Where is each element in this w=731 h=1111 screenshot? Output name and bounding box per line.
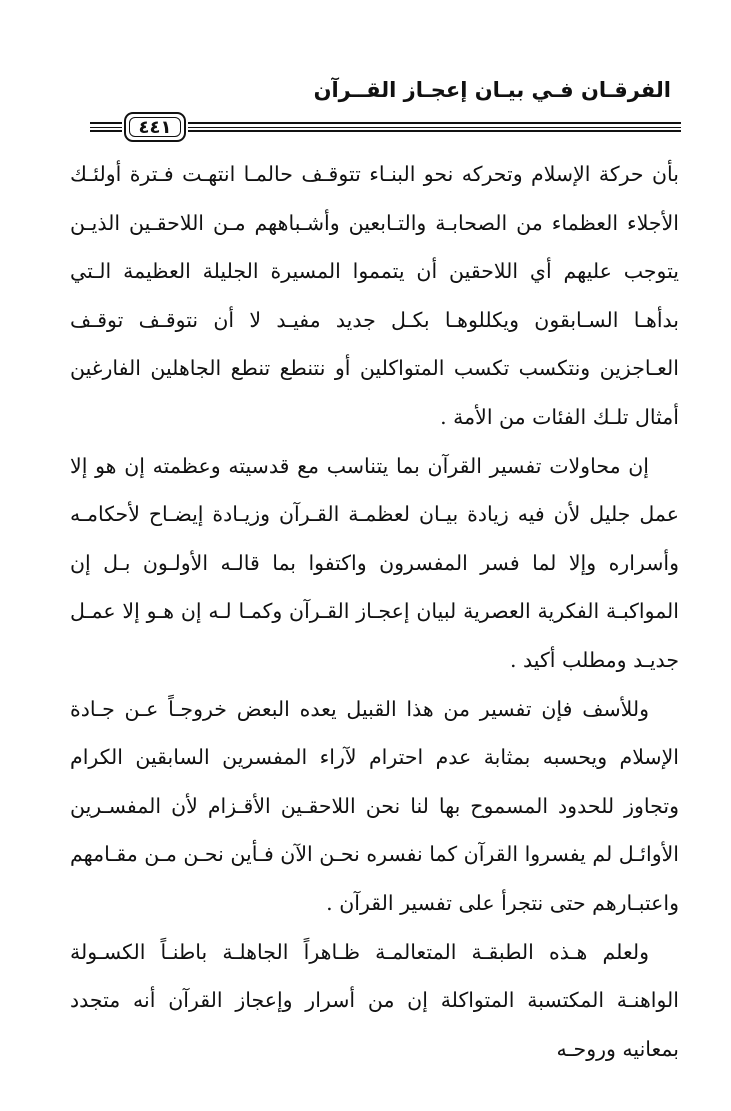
- header-rule: [188, 130, 681, 132]
- running-title: الفرقـان فـي بيـان إعجـاز القــرآن: [313, 78, 671, 102]
- header-rule: [188, 127, 681, 128]
- paragraph: إن محاولات تفسير القرآن بما يتناسب مع قدسيته وعظمته إن هو إلا عمل جليل لأن فيه زيادة بيـان لعظمـة القـرآن وزيـادة إيضـاح لأحكامـه وأسراره وإلا لما فسر المفسرون واكتفوا بما قالـه الأولـون بـل إن المواكبـة الفكرية العصرية لبيان إعجـاز القـرآن وكمـا لـه إن هـو إلا عمـل جديـد ومطلب أكيد .: [70, 453, 679, 672]
- paragraph: ولعلم هـذه الطبقـة المتعالمـة ظـاهراً الجاهلـة باطنـاً الكسـولة الواهنـة المكتسبة المتواكلة إن من أسرار وإعجاز القرآن أنه متجدد بمعانيه وروحـه: [70, 939, 679, 1061]
- header-rule: [90, 130, 122, 132]
- paragraph: بأن حركة الإسلام وتحركه نحو البنـاء تتوقـف حالمـا انتهـت فـترة أولئـك الأجلاء العظماء من الصحابـة والتـابعين وأشـباههم مـن اللاحقـين الذيـن يتوجب عليهم أي اللاحقين أن يتمموا المسيرة الجليلة العظيمة الـتي بدأهـا السـابقون ويكللوهـا بكـل جديد مفيـد لا أن نتوقـف توقـف العـاجزين ونتكسب تكسب المتواكلين أو نتنطع تنطع الجاهلين الفارغين أمثال تلـك الفئات من الأمة .: [70, 162, 679, 429]
- header-rule: [90, 122, 122, 124]
- header-rule: [90, 127, 122, 128]
- page-number-frame: [124, 112, 186, 142]
- body-text: [70, 150, 679, 1073]
- paragraph: وللأسف فإن تفسير من هذا القبيل يعده البعض خروجـاً عـن جـادة الإسلام ويحسبه بمثابة عدم احترام لآراء المفسرين السابقين الكرام وتجاوز للحدود المسموح بها لنا نحن اللاحقـين الأقـزام لأن المفسـرين الأوائـل لم يفسروا القرآن كما نفسره نحـن الآن فـأين نحـن مـن مقـامهم واعتبـارهم حتى نتجرأ على تفسير القرآن .: [70, 696, 679, 915]
- page-number: ٤٤١: [138, 116, 172, 138]
- header-rule: [188, 122, 681, 124]
